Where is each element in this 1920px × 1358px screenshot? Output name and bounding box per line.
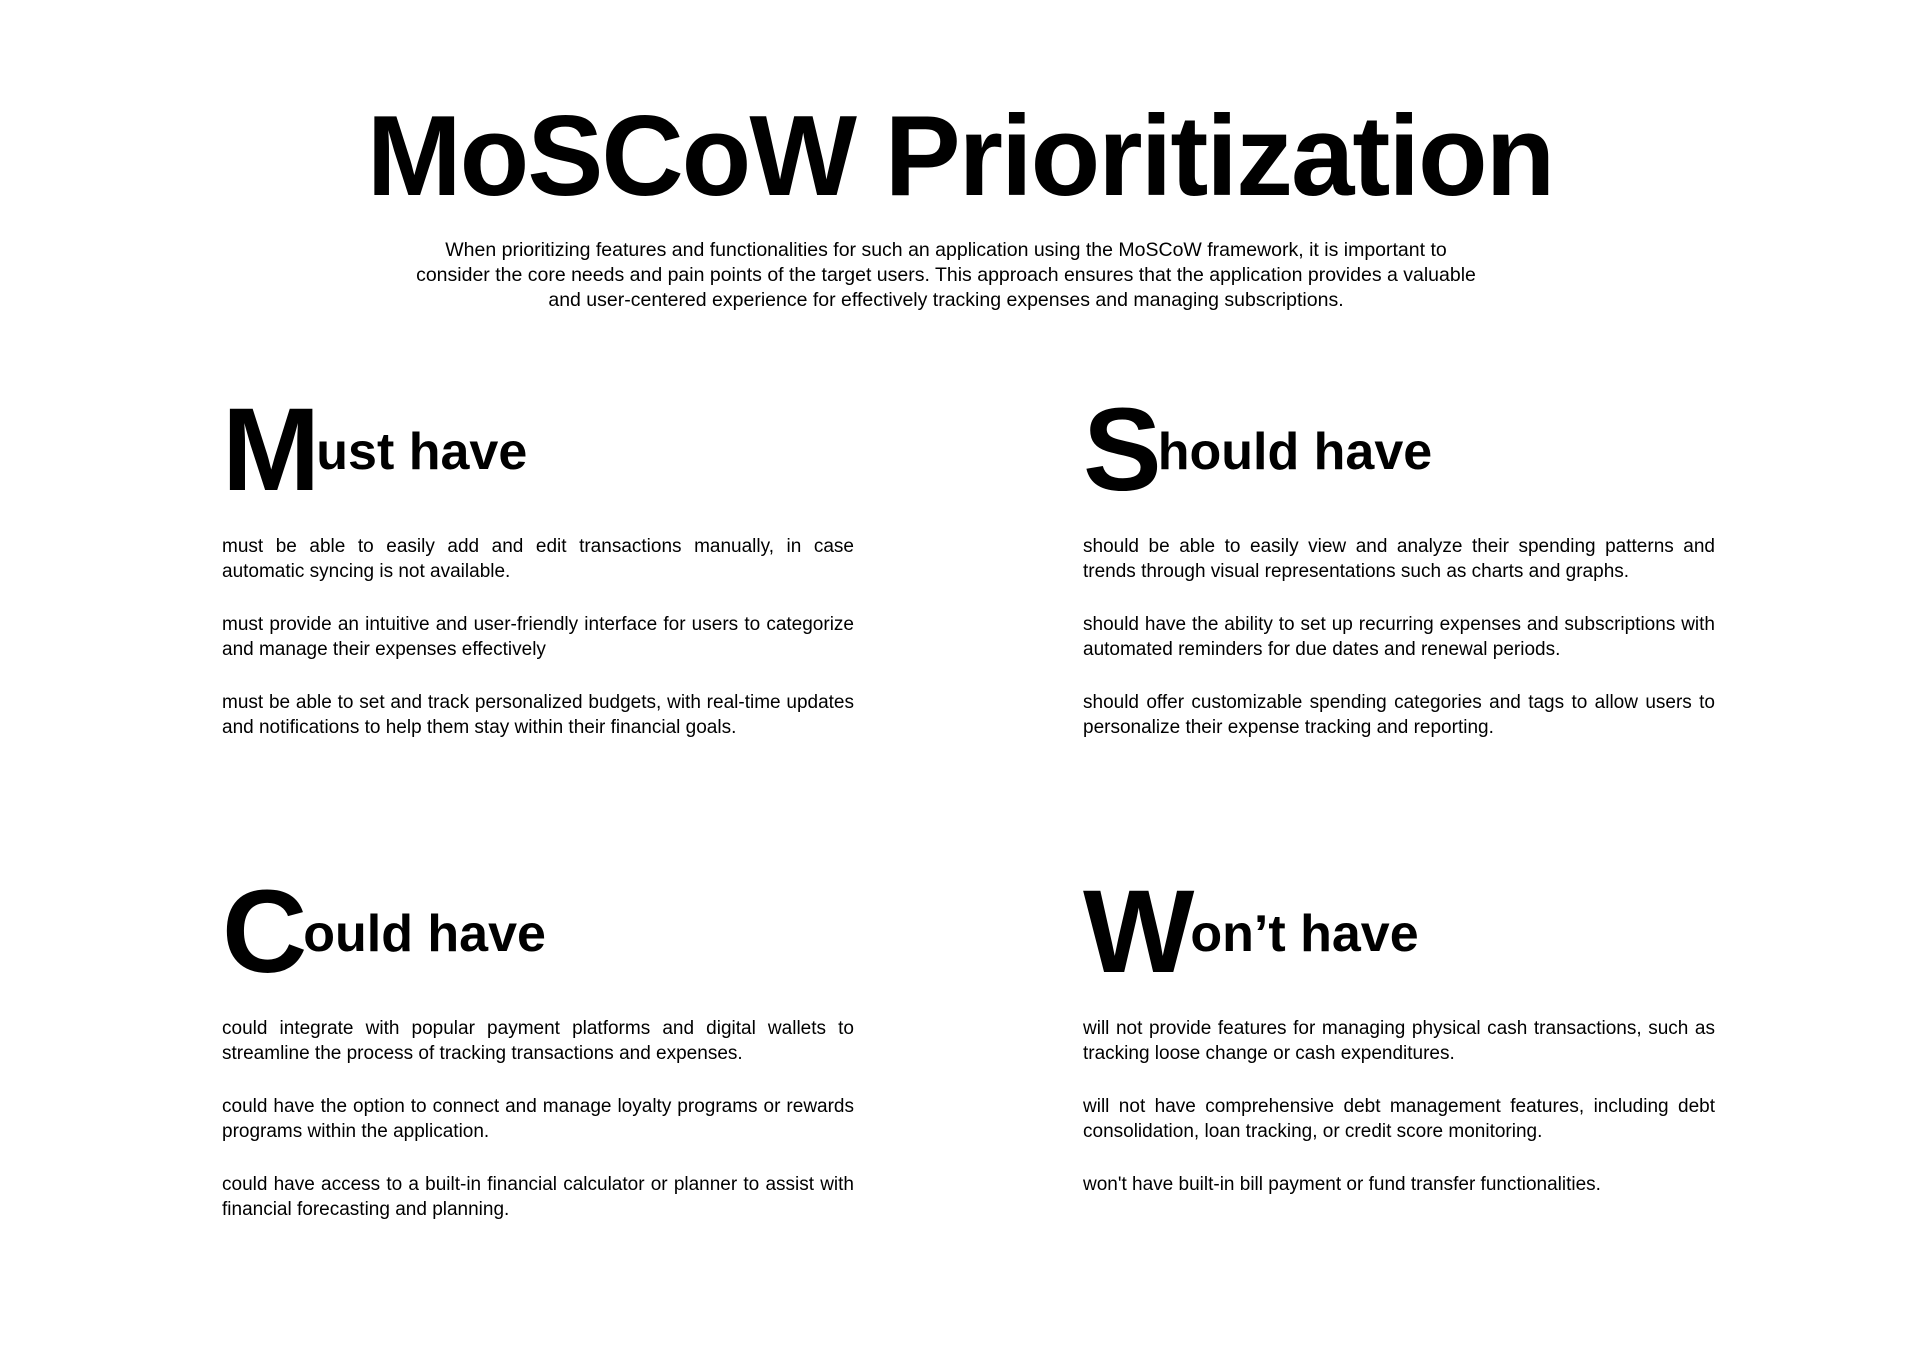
must-have-section <box>222 384 862 768</box>
must-have-initial: M <box>222 384 317 516</box>
wont-have-initial: W <box>1083 866 1191 998</box>
could-have-list <box>222 1016 854 1222</box>
should-have-list <box>1083 534 1715 740</box>
list-item: could integrate with popular payment platforms and digital wallets to streamline the process of tracking transactions and expenses. <box>222 1018 854 1064</box>
list-item: should have the ability to set up recurring expenses and subscriptions with automated reminders for due dates and renewal periods. <box>1083 614 1715 660</box>
must-have-heading-rest: ust have <box>316 423 528 481</box>
could-have-section <box>222 866 862 1250</box>
list-item: must provide an intuitive and user-friendly interface for users to categorize and manage their expenses effectively <box>222 614 854 660</box>
list-item: won't have built-in bill payment or fund transfer functionalities. <box>1083 1174 1601 1195</box>
list-item: should be able to easily view and analyze their spending patterns and trends through visual representations such as charts and graphs. <box>1083 536 1715 582</box>
wont-have-list <box>1083 1016 1715 1197</box>
should-have-section <box>1083 384 1723 768</box>
wont-have-heading <box>1083 866 1723 998</box>
intro-paragraph: When prioritizing features and functionalities for such an application using the MoSCoW framework, it is important to consider the core needs and pain points of the target users. This approach ensures that the application provides a valuable and user-centered experience for effectively tracking expenses and managing subscriptions. <box>416 239 1476 311</box>
could-have-initial: C <box>222 866 304 998</box>
page-title: MoSCoW Prioritization <box>366 93 1554 220</box>
wont-have-section <box>1083 866 1723 1225</box>
could-have-heading-rest: ould have <box>303 905 546 963</box>
should-have-heading-rest: hould have <box>1157 423 1433 481</box>
should-have-heading <box>1083 384 1723 516</box>
list-item: could have the option to connect and manage loyalty programs or rewards programs within the application. <box>222 1096 854 1142</box>
list-item: should offer customizable spending categories and tags to allow users to personalize their expense tracking and reporting. <box>1083 692 1715 738</box>
list-item: will not provide features for managing physical cash transactions, such as tracking loose change or cash expenditures. <box>1083 1018 1715 1064</box>
must-have-list <box>222 534 854 740</box>
list-item: must be able to set and track personalized budgets, with real-time updates and notifications to help them stay within their financial goals. <box>222 692 854 738</box>
wont-have-heading-rest: on’t have <box>1190 905 1419 963</box>
must-have-heading <box>222 384 862 516</box>
list-item: must be able to easily add and edit transactions manually, in case automatic syncing is not available. <box>222 536 854 582</box>
list-item: could have access to a built-in financial calculator or planner to assist with financial forecasting and planning. <box>222 1174 854 1220</box>
could-have-heading <box>222 866 862 998</box>
should-have-initial: S <box>1083 384 1158 516</box>
list-item: will not have comprehensive debt management features, including debt consolidation, loan tracking, or credit score monitoring. <box>1083 1096 1715 1142</box>
